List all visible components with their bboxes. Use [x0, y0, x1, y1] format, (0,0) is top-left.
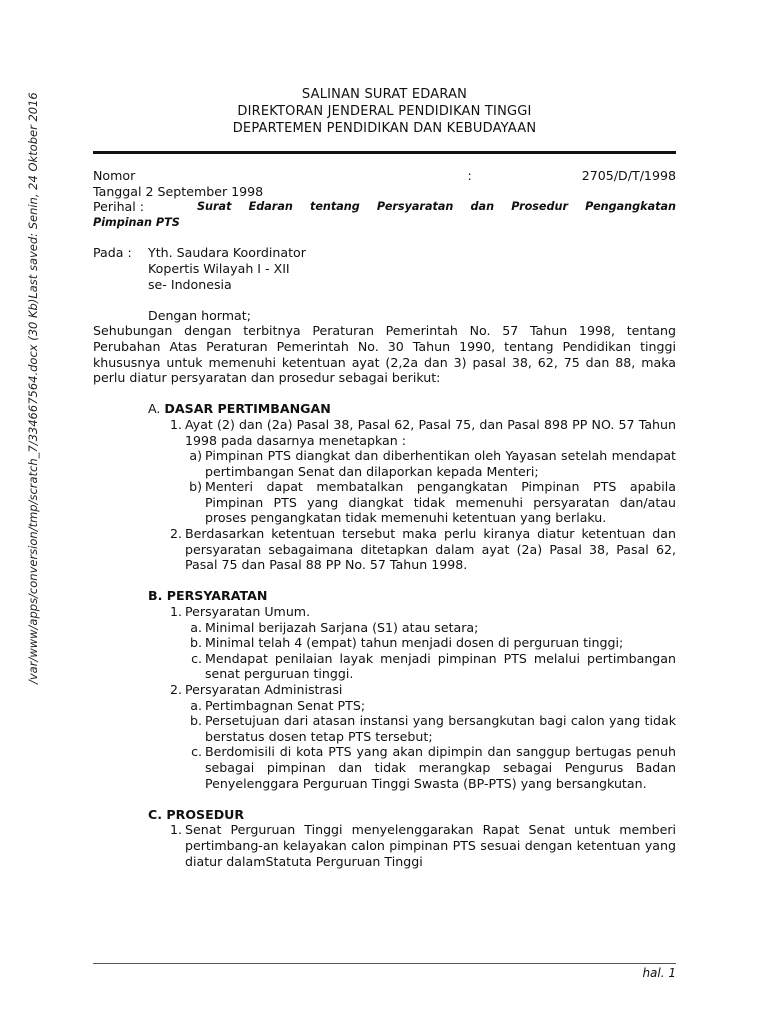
recipient-line-2: Kopertis Wilayah I - XII	[148, 260, 290, 276]
opening-paragraph: Sehubungan dengan terbitnya Peraturan Pemerintah No. 57 Tahun 1998, tentang Perubahan Atas Peraturan Pemerintah No. 30 Tahun 1990, tentang Pendidikan tinggi khususnya untuk memenuhi ketentuan ayat (2,2a dan 3) pasal 38, 62, 75 dan 88, maka perlu diatur persyaratan dan prosedur sebagai berikut:	[93, 323, 676, 386]
section-b-title	[148, 588, 676, 604]
section-a-sub-a: a) Pimpinan PTS diangkat dan diberhentikan oleh Yayasan setelah mendapat pertimbangan Senat dan dilaporkan kepada Menteri;	[189, 448, 676, 479]
header-directorate: DIREKTORAN JENDERAL PENDIDIKAN TINGGI	[237, 104, 532, 119]
section-b-item-1: 1. Persyaratan Umum.	[169, 604, 311, 620]
nomor-colon: :	[467, 168, 472, 183]
section-b-admin-b: b. Persetujuan dari atasan instansi yang bersangkutan bagi calon yang tidak berstatus dosen tetap PTS tersebut;	[190, 713, 676, 744]
section-c-title	[148, 807, 676, 823]
section-a-title	[148, 401, 676, 417]
nomor-row	[93, 168, 676, 184]
section-b-umum-a: a. Minimal berijazah Sarjana (S1) atau setara;	[190, 619, 479, 635]
section-a-item-1: 1. Ayat (2) dan (2a) Pasal 38, Pasal 62, Pasal 75, dan Pasal 898 PP NO. 57 Tahun 1998 pada dasarnya menetapkan :	[169, 416, 676, 448]
tanggal: Tanggal 2 September 1998	[93, 183, 264, 199]
section-b-admin-c: c. Berdomisili di kota PTS yang akan dipimpin dan sanggup bertugas penuh sebagai pimpinan dan tidak merangkap sebagai Pengurus Badan Penyelenggara Perguruan Tinggi Swasta (BP-PTS) yang bersangkutan.	[191, 744, 676, 791]
file-path-note: /var/www/apps/conversion/tmp/scratch_7/334667564.docx (30 Kb)Last saved: Senin, 24 Oktober 2016	[26, 92, 40, 684]
document-header	[93, 86, 676, 137]
section-b-admin-a: a. Pertimbagnan Senat PTS;	[190, 697, 366, 713]
letter-body	[93, 168, 676, 869]
recipient-line-1: Yth. Saudara Koordinator	[148, 245, 306, 261]
nomor-label: Nomor	[93, 168, 136, 183]
salutation: Dengan hormat;	[148, 307, 251, 323]
section-a-item-2: 2. Berdasarkan ketentuan tersebut maka perlu kiranya diatur ketentuan dan persyaratan sebagaimana ditetapkan dalam ayat (2a) Pasal 38, Pasal 62, Pasal 75 dan Pasal 88 PP No. 57 Tahun 1998.	[169, 526, 676, 573]
perihal-continuation: Pimpinan PTS	[93, 215, 180, 229]
perihal-label: Perihal :	[93, 199, 145, 215]
perihal-row	[93, 199, 676, 215]
section-b-umum-b: b. Minimal telah 4 (empat) tahun menjadi dosen di perguruan tinggi;	[190, 635, 624, 651]
recipient-line-3: se- Indonesia	[148, 276, 232, 292]
perihal-text: Surat Edaran tentang Persyaratan dan Prosedur Pengangkatan	[197, 200, 676, 214]
section-b-item-2: 2. Persyaratan Administrasi	[169, 682, 343, 697]
header-divider	[93, 151, 676, 154]
nomor-value: 2705/D/T/1998	[581, 168, 676, 183]
footer-divider	[93, 963, 676, 964]
section-b-heading: B. PERSYARATAN	[148, 588, 268, 604]
header-department: DEPARTEMEN PENDIDIKAN DAN KEBUDAYAAN	[232, 121, 537, 136]
section-a-prefix: A.	[148, 401, 161, 417]
section-c-item-1: 1. Senat Perguruan Tinggi menyelenggarakan Rapat Senat untuk memberi pertimbang-an kelayakan calon pimpinan PTS sesuai dengan ketentuan yang diatur dalamStatuta Perguruan Tinggi	[169, 822, 676, 869]
page-number: hal. 1	[642, 966, 676, 980]
recipient-block	[93, 245, 676, 292]
section-b-umum-c: c. Mendapat penilaian layak menjadi pimpinan PTS melalui pertimbangan senat perguruan tinggi.	[191, 650, 676, 682]
pada-label: Pada :	[93, 245, 132, 261]
section-a-heading: DASAR PERTIMBANGAN	[164, 401, 331, 417]
section-c-heading: C. PROSEDUR	[148, 806, 245, 822]
header-title: SALINAN SURAT EDARAN	[301, 87, 468, 102]
section-a-sub-b: b) Menteri dapat membatalkan pengangkatan Pimpinan PTS apabila Pimpinan PTS yang diangkat tidak memenuhi persyaratan dan/atau proses pengangkatan tidak memenuhi ketentuan yang berlaku.	[189, 479, 676, 526]
